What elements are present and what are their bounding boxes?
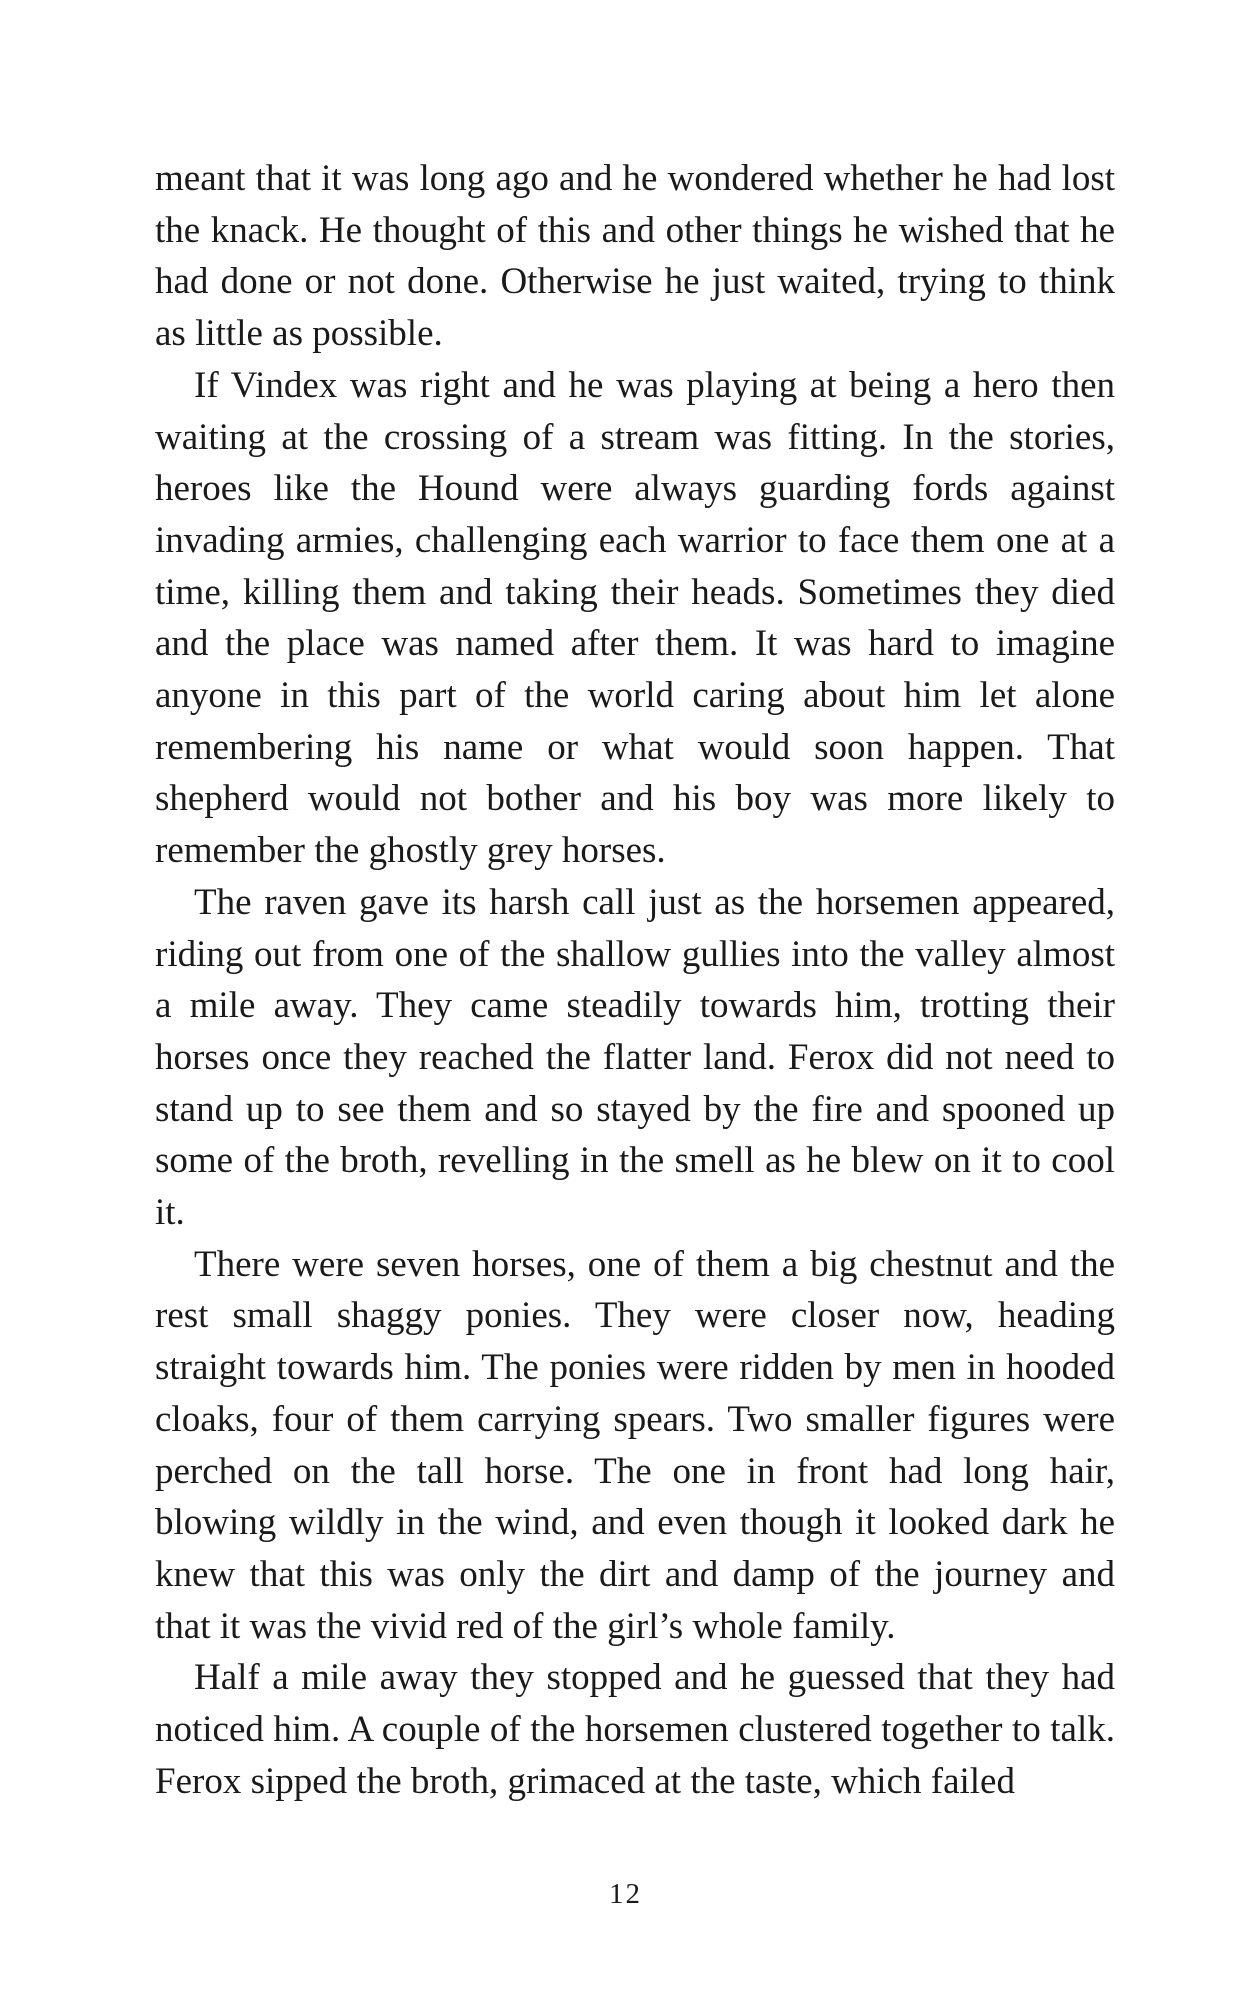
paragraph-5: Half a mile away they stopped and he guessed that they had noticed him. A couple of the horsemen clustered together to talk. Ferox sipped the broth, grimaced at the taste, which failed (155, 1657, 1115, 1802)
page-number: 12 (609, 1878, 642, 1910)
body-text (155, 153, 1115, 1808)
paragraph-3: The raven gave its harsh call just as the horsemen appeared, riding out from one of the shallow gullies into the valley almost a mile away. They came steadily towards him, trotting their horses once they reached the flatter land. Ferox did not need to stand up to see them and so stayed by the fire and spooned up some of the broth, revelling in the smell as he blew on it to cool it. (155, 881, 1115, 1234)
paragraph-4: There were seven horses, one of them a big chestnut and the rest small shaggy ponies. They were closer now, heading straight towards him. The ponies were ridden by men in hooded cloaks, four of them carrying spears. Two smaller figures were perched on the tall horse. The one in front had long hair, blowing wildly in the wind, and even though it looked dark he knew that this was only the dirt and damp of the journey and that it was the vivid red of the girl’s whole family. (155, 1243, 1115, 1647)
paragraph-1: meant that it was long ago and he wondered whether he had lost the knack. He thought of this and other things he wished that he had done or not done. Otherwise he just waited, trying to think as little as possible. (155, 158, 1115, 355)
paragraph-2: If Vindex was right and he was playing at being a hero then waiting at the crossing of a stream was fitting. In the stories, heroes like the Hound were always guarding fords against invading armies, challenging each warrior to face them one at a time, killing them and taking their heads. Sometimes they died and the place was named after them. It was hard to imagine anyone in this part of the world caring about him let alone remembering his name or what would soon happen. That shepherd would not bother and his boy was more likely to remember the ghostly grey horses. (155, 364, 1115, 872)
